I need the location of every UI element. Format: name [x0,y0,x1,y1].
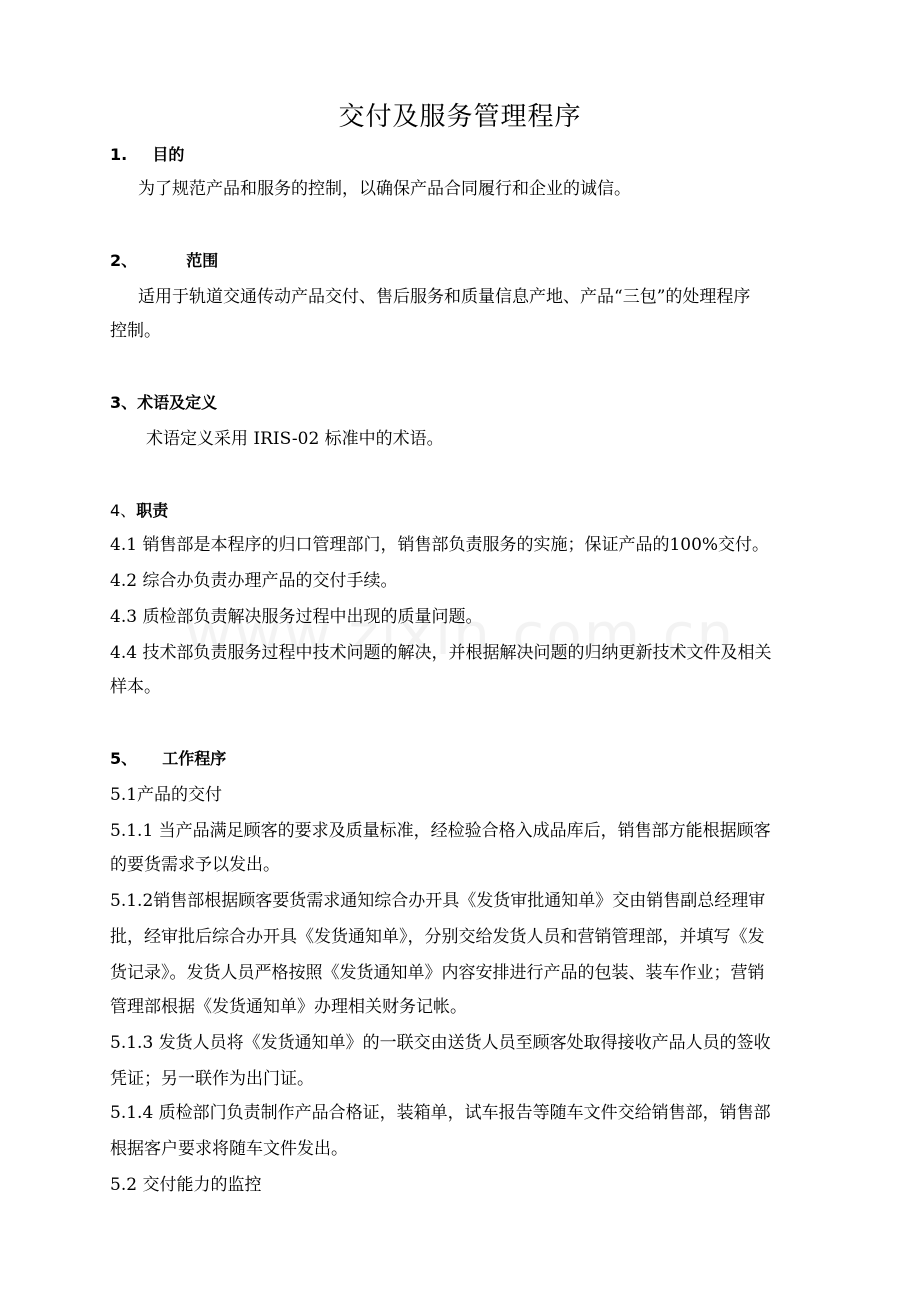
responsibility-item: 样本。 [110,677,161,697]
section-4-number: 4、 [110,501,137,520]
section-2-body-line: 控制。 [110,321,161,341]
section-1-heading [110,138,828,172]
page-title: 交付及服务管理程序 [338,102,582,132]
section-2-heading [110,244,828,278]
section-1-body-line: 为了规范产品和服务的控制，以确保产品合同履行和企业的诚信。 [138,179,631,199]
procedure-line: 5.1.1 当产品满足顾客的要求及质量标准，经检验合格入成品库后，销售部方能根据顾客 [110,821,771,841]
procedure-line: 5.1.2销售部根据顾客要货需求通知综合办开具《发货审批通知单》交由销售副总经理审 [110,891,766,911]
section-3-body-line: 术语定义采用 IRIS-02 标准中的术语。 [146,429,444,449]
section-3-title: 术语及定义 [137,393,218,412]
section-5-number: 5、 [110,749,138,768]
section-4-heading [110,494,828,528]
procedure-line: 根据客户要求将随车文件发出。 [110,1139,348,1159]
section-4-title: 职责 [136,501,169,520]
procedure-line: 5.2 交付能力的监控 [110,1175,262,1195]
procedure-line: 5.1.4 质检部门负责制作产品合格证，装箱单，试车报告等随车文件交给销售部，销售部 [110,1103,771,1123]
procedure-line: 批，经审批后综合办开具《发货通知单》，分别交给发货人员和营销管理部，并填写《发 [110,927,765,947]
procedure-line: 的要货需求予以发出。 [110,855,280,875]
section-5-title: 工作程序 [162,749,227,768]
responsibility-item: 4.4 技术部负责服务过程中技术问题的解决，并根据解决问题的归纳更新技术文件及相关 [110,643,772,663]
procedure-line: 货记录》。发货人员严格按照《发货通知单》内容安排进行产品的包装、装车作业；营销 [110,963,765,983]
responsibility-item: 4.3 质检部负责解决服务过程中出现的质量问题。 [110,607,483,627]
responsibility-item: 4.2 综合办负责办理产品的交付手续。 [110,571,398,591]
section-2-title: 范围 [186,251,219,270]
section-5-heading [110,742,828,776]
procedure-line: 5.1产品的交付 [110,785,223,805]
section-1-number: 1. [110,145,128,164]
section-3-heading [110,386,828,420]
section-2-body-line: 适用于轨道交通传动产品交付、售后服务和质量信息产地、产品“三包”的处理程序 [138,287,751,307]
procedure-line: 管理部根据《发货通知单》办理相关财务记帐。 [110,997,467,1017]
section-3-number: 3、 [110,393,138,412]
procedure-line: 5.1.3 发货人员将《发货通知单》的一联交由送货人员至顾客处取得接收产品人员的签收 [110,1033,771,1053]
responsibility-item: 4.1 销售部是本程序的归口管理部门，销售部负责服务的实施；保证产品的100%交付。 [110,535,770,555]
section-1-title: 目的 [152,145,185,164]
procedure-line: 凭证；另一联作为出门证。 [110,1069,314,1089]
section-2-number: 2、 [110,251,138,270]
